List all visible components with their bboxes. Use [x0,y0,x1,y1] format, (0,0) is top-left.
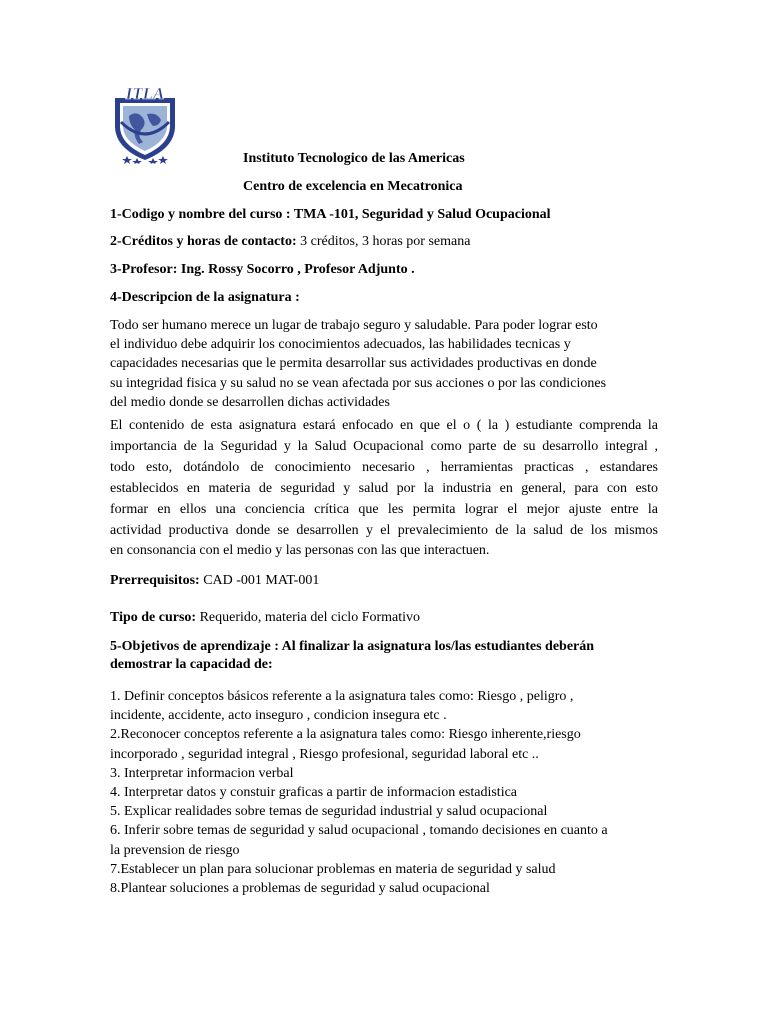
objective-item: 7.Establecer un plan para solucionar problemas en materia de seguridad y salud [110,861,556,877]
paragraph-line: el individuo debe adquirir los conocimientos adecuados, las habilidades tecnicas y [110,337,571,353]
objective-item: incorporado , seguridad integral , Riesgo profesional, seguridad laboral etc .. [110,746,539,762]
objective-item: 6. Inferir sobre temas de seguridad y salud ocupacional , tomando decisiones en cuanto a [110,823,608,839]
professor-line: 3-Profesor: Ing. Rossy Socorro , Profesor Adjunto . [110,262,415,277]
paragraph-line: en consonancia con el medio y las personas con las que interactuen. [110,543,490,559]
paragraph-line: Todo ser humano merece un lugar de trabajo seguro y saludable. Para poder lograr esto [110,318,598,333]
paragraph-line: importancia de la Seguridad y la Salud Ocupacional como parte de su desarrollo integral , [110,438,658,454]
course-code-line: 1-Codigo y nombre del curso : TMA -101, Seguridad y Salud Ocupacional [110,207,551,222]
itla-logo [107,86,183,164]
prerequisites-line [110,573,319,589]
institution-title: Instituto Tecnologico de las Americas [243,151,465,166]
paragraph-line: del medio donde se desarrollen dichas actividades [110,394,390,410]
paragraph-line: capacidades necesarias que le permita desarrollar sus actividades productivas en donde [110,356,597,372]
prerequisites-value: CAD -001 MAT-001 [199,573,320,588]
objective-item: 4. Interpretar datos y constuir graficas a partir de informacion estadistica [110,785,518,801]
objective-item: 1. Definir conceptos básicos referente a la asignatura tales como: Riesgo , peligro , [110,689,574,704]
paragraph-line: El contenido de esta asignatura estará enfocado en que el o ( la ) estudiante comprenda la [110,418,658,433]
course-type-line [110,610,420,626]
objective-item: la prevension de riesgo [110,842,240,858]
center-title: Centro de excelencia en Mecatronica [243,179,463,194]
objectives-heading-line-1: 5-Objetivos de aprendizaje : Al finalizar la asignatura los/las estudiantes deberán [110,639,595,654]
credits-value: 3 créditos, 3 horas por semana [296,234,471,249]
objective-item: 2.Reconocer conceptos referente a la asignatura tales como: Riesgo inherente,riesgo [110,727,581,743]
prerequisites-label: Prerrequisitos: [110,573,200,588]
objective-item: 8.Plantear soluciones a problemas de seguridad y salud ocupacional [110,881,490,897]
course-type-value: Requerido, materia del ciclo Formativo [196,610,421,625]
objectives-heading-line-2: demostrar la capacidad de: [110,657,273,672]
description-paragraph-1 [110,316,658,412]
objective-item: 5. Explicar realidades sobre temas de seguridad industrial y salud ocupacional [110,804,548,820]
objectives-list [110,687,608,898]
itla-shield-icon [107,86,183,164]
paragraph-line: actividad productiva donde se desarrollen y el prevalecimiento de la salud de los mismos [110,522,658,538]
paragraph-line: todo esto, dotándolo de conocimiento necesario , herramientas practicas , estandares [110,459,658,475]
course-type-label: Tipo de curso: [110,610,197,625]
credits-label: 2-Créditos y horas de contacto: [110,234,297,249]
objective-item: incidente, accidente, acto inseguro , condicion insegura etc . [110,708,447,724]
credits-line [110,234,470,250]
objective-item: 3. Interpretar informacion verbal [110,765,294,781]
description-heading: 4-Descripcion de la asignatura : [110,290,300,305]
paragraph-line: su integridad fisica y su salud no se vean afectada por sus acciones o por las condiciones [110,375,607,391]
description-paragraph-2 [110,416,658,562]
paragraph-line: formar en ellos una conciencia crítica que les permita lograr el mejor ajuste entre la [110,501,658,517]
paragraph-line: establecidos en materia de seguridad y salud por la industria en general, para con esto [110,480,658,496]
logo-text: ITLA [125,86,165,103]
